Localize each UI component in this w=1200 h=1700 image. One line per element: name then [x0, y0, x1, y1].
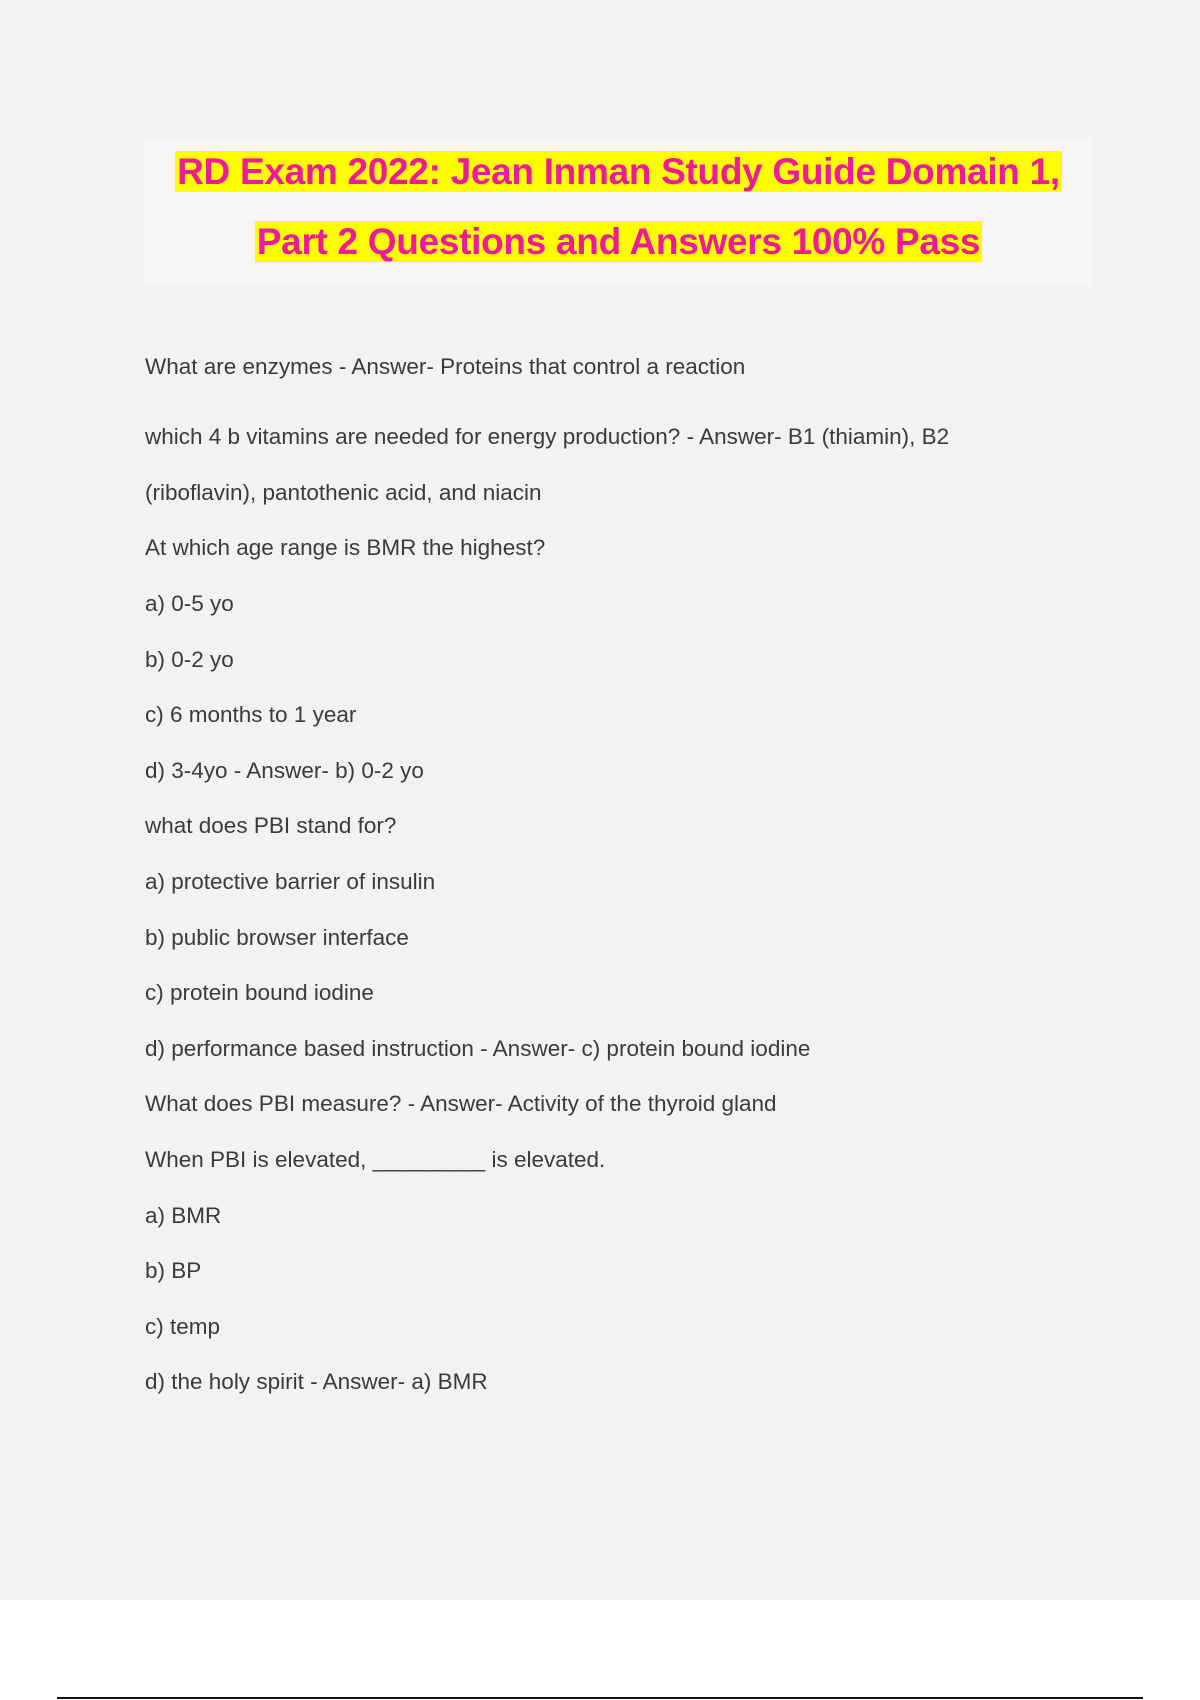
text-line: a) protective barrier of insulin — [145, 869, 436, 894]
text-line: b) BP — [145, 1258, 202, 1283]
text-line: c) temp — [145, 1314, 221, 1339]
title-line-2-text: Part 2 Questions and Answers 100% Pass — [256, 221, 981, 262]
text-line: What does PBI measure? - Answer- Activity of the thyroid gland — [145, 1091, 777, 1116]
text-line: c) 6 months to 1 year — [145, 702, 357, 727]
text-line: d) 3-4yo - Answer- b) 0-2 yo — [145, 758, 424, 783]
text-line: c) protein bound iodine — [145, 980, 374, 1005]
text-line: a) BMR — [145, 1203, 222, 1228]
text-line: What are enzymes - Answer- Proteins that control a reaction — [145, 354, 746, 379]
text-line: When PBI is elevated, _________ is elevated. — [145, 1147, 606, 1172]
text-line: b) public browser interface — [145, 925, 409, 950]
title-line-2 — [145, 218, 1092, 266]
text-line: a) 0-5 yo — [145, 591, 234, 616]
text-line: which 4 b vitamins are needed for energy production? - Answer- B1 (thiamin), B2 — [145, 424, 950, 449]
text-line: b) 0-2 yo — [145, 647, 234, 672]
text-line: d) the holy spirit - Answer- a) BMR — [145, 1369, 488, 1394]
text-line: (riboflavin), pantothenic acid, and niacin — [145, 480, 542, 505]
text-line: At which age range is BMR the highest? — [145, 535, 546, 560]
title-line-1-text: RD Exam 2022: Jean Inman Study Guide Domain 1, — [177, 151, 1060, 192]
footer-divider — [57, 1697, 1143, 1699]
text-line: d) performance based instruction - Answer- c) protein bound iodine — [145, 1036, 811, 1061]
title-line-1 — [145, 148, 1092, 196]
title-block — [145, 138, 1092, 286]
text-line: what does PBI stand for? — [145, 813, 397, 838]
